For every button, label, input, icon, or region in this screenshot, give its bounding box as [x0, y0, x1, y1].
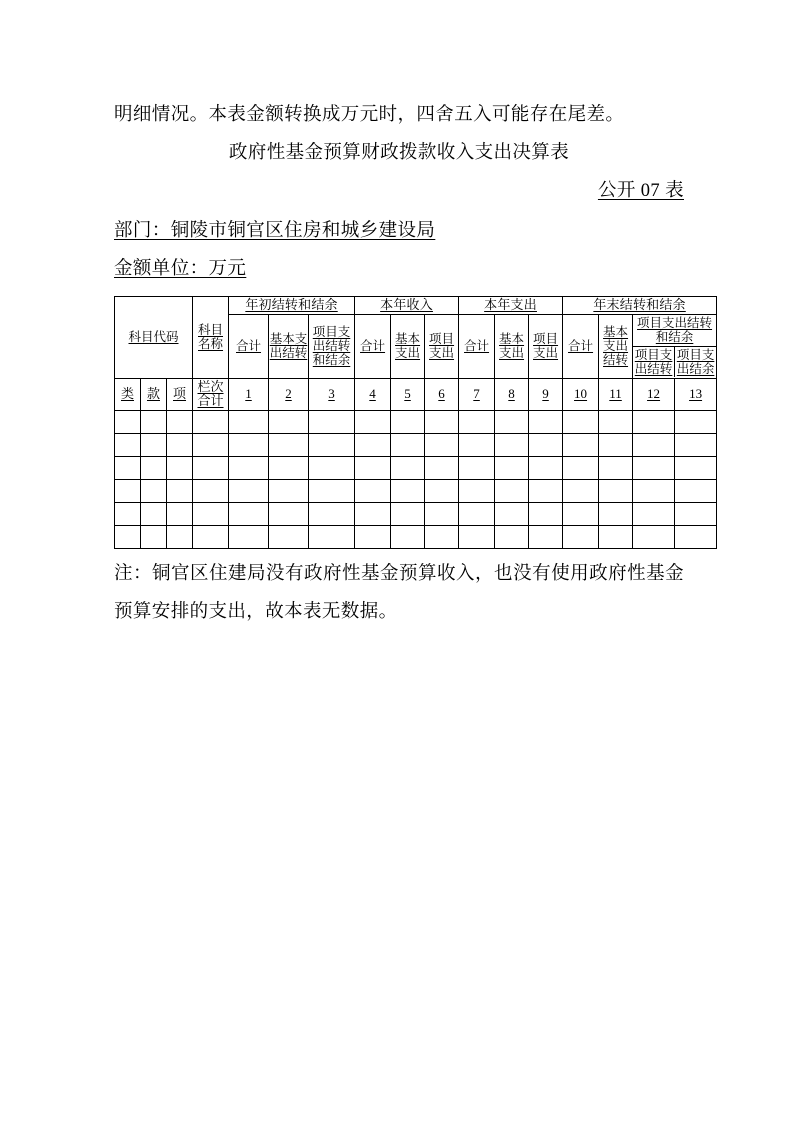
cell	[495, 434, 529, 457]
cell	[599, 434, 633, 457]
column-number-label: 栏次 合计	[193, 378, 229, 411]
cell	[529, 480, 563, 503]
cell	[563, 434, 599, 457]
cell	[141, 526, 167, 549]
cell	[459, 411, 495, 434]
table-row	[115, 434, 717, 457]
cell	[115, 411, 141, 434]
subheader-beginning-basic: 基本支出结转	[269, 314, 309, 378]
subheader-ending-basic: 基本支出结转	[599, 314, 633, 378]
cell	[193, 411, 229, 434]
cell	[633, 503, 675, 526]
form-number-text: 公开 07 表	[597, 181, 684, 201]
cell	[193, 503, 229, 526]
cell	[675, 457, 717, 480]
cell	[425, 503, 459, 526]
amount-unit-line	[114, 250, 684, 288]
department-line	[114, 212, 684, 250]
cell	[167, 526, 193, 549]
cell	[193, 457, 229, 480]
intro-paragraph: 明细情况。本表金额转换成万元时，四舍五入可能存在尾差。	[114, 105, 625, 125]
subheader-income-basic: 基本支出	[391, 314, 425, 378]
cell	[599, 411, 633, 434]
cell	[193, 434, 229, 457]
cell	[391, 503, 425, 526]
cell	[633, 526, 675, 549]
subheader-expenditure-project: 项目支出	[529, 314, 563, 378]
cell	[115, 480, 141, 503]
cell	[391, 434, 425, 457]
code-col-lei: 类	[115, 378, 141, 411]
column-number-5: 5	[391, 378, 425, 411]
cell	[495, 411, 529, 434]
form-number	[114, 172, 684, 210]
column-number-2: 2	[269, 378, 309, 411]
cell	[141, 503, 167, 526]
column-number-9: 9	[529, 378, 563, 411]
cell	[675, 411, 717, 434]
cell	[425, 411, 459, 434]
table-title: 政府性基金预算财政拨款收入支出决算表	[228, 143, 570, 163]
header-name-group: 科目名称	[193, 297, 229, 379]
subheader-expenditure-total: 合计	[459, 314, 495, 378]
cell	[115, 434, 141, 457]
cell	[167, 480, 193, 503]
cell	[529, 503, 563, 526]
column-number-1: 1	[229, 378, 269, 411]
cell	[599, 457, 633, 480]
cell	[355, 526, 391, 549]
cell	[599, 503, 633, 526]
cell	[115, 457, 141, 480]
cell	[309, 503, 355, 526]
column-number-8: 8	[495, 378, 529, 411]
column-number-10: 10	[563, 378, 599, 411]
subheader-ending-project-carryover: 项目支出结转	[633, 346, 675, 377]
cell	[355, 411, 391, 434]
header-code-group: 科目代码	[115, 297, 193, 379]
cell	[425, 457, 459, 480]
code-col-kuan: 款	[141, 378, 167, 411]
column-number-13: 13	[675, 378, 717, 411]
column-number-12: 12	[633, 378, 675, 411]
subheader-ending-total: 合计	[563, 314, 599, 378]
cell	[269, 457, 309, 480]
cell	[269, 480, 309, 503]
cell	[269, 503, 309, 526]
table-column-number-row	[115, 378, 717, 411]
group-beginning-balance: 年初结转和结余	[229, 297, 355, 315]
table-row	[115, 526, 717, 549]
cell	[459, 526, 495, 549]
cell	[495, 526, 529, 549]
cell	[675, 480, 717, 503]
code-col-xiang: 项	[167, 378, 193, 411]
cell	[599, 526, 633, 549]
cell	[495, 503, 529, 526]
cell	[563, 526, 599, 549]
cell	[141, 457, 167, 480]
cell	[309, 457, 355, 480]
group-ending-balance: 年末结转和结余	[563, 297, 717, 315]
amount-unit-text: 金额单位：万元	[114, 259, 247, 279]
cell	[459, 434, 495, 457]
cell	[633, 411, 675, 434]
group-current-expenditure: 本年支出	[459, 297, 563, 315]
cell	[391, 411, 425, 434]
cell	[355, 434, 391, 457]
cell	[425, 526, 459, 549]
table-row	[115, 457, 717, 480]
cell	[391, 480, 425, 503]
subheader-beginning-total: 合计	[229, 314, 269, 378]
cell	[391, 526, 425, 549]
cell	[269, 434, 309, 457]
cell	[309, 434, 355, 457]
cell	[193, 526, 229, 549]
subheader-income-project: 项目支出	[425, 314, 459, 378]
cell	[563, 457, 599, 480]
cell	[269, 411, 309, 434]
cell	[355, 503, 391, 526]
subheader-beginning-project: 项目支出结转和结余	[309, 314, 355, 378]
cell	[229, 457, 269, 480]
table-row	[115, 503, 717, 526]
cell	[563, 503, 599, 526]
cell	[229, 526, 269, 549]
cell	[633, 480, 675, 503]
budget-table	[114, 296, 717, 549]
cell	[675, 526, 717, 549]
table-row	[115, 480, 717, 503]
cell	[495, 457, 529, 480]
subheader-ending-project-group: 项目支出结转和结余 项目支出结转 项目支出结余	[633, 314, 717, 378]
department-text: 部门：铜陵市铜官区住房和城乡建设局	[114, 221, 436, 241]
cell	[495, 480, 529, 503]
cell	[675, 503, 717, 526]
column-number-7: 7	[459, 378, 495, 411]
cell	[167, 503, 193, 526]
cell	[115, 503, 141, 526]
document-content	[114, 96, 715, 631]
cell	[229, 434, 269, 457]
cell	[391, 457, 425, 480]
cell	[309, 526, 355, 549]
cell	[141, 480, 167, 503]
cell	[459, 503, 495, 526]
subheader-income-total: 合计	[355, 314, 391, 378]
table-group-header-row	[115, 297, 717, 315]
cell	[425, 480, 459, 503]
cell	[141, 411, 167, 434]
cell	[355, 457, 391, 480]
cell	[355, 480, 391, 503]
cell	[229, 480, 269, 503]
cell	[425, 434, 459, 457]
cell	[563, 480, 599, 503]
cell	[529, 434, 563, 457]
cell	[167, 457, 193, 480]
cell	[675, 434, 717, 457]
cell	[563, 411, 599, 434]
cell	[633, 457, 675, 480]
column-number-6: 6	[425, 378, 459, 411]
cell	[167, 411, 193, 434]
cell	[115, 526, 141, 549]
group-current-income: 本年收入	[355, 297, 459, 315]
cell	[529, 411, 563, 434]
cell	[309, 480, 355, 503]
cell	[167, 434, 193, 457]
cell	[633, 434, 675, 457]
column-number-3: 3	[309, 378, 355, 411]
subheader-expenditure-basic: 基本支出	[495, 314, 529, 378]
subheader-ending-project-surplus: 项目支出结余	[675, 346, 717, 377]
cell	[229, 411, 269, 434]
cell	[309, 411, 355, 434]
cell	[269, 526, 309, 549]
column-number-11: 11	[599, 378, 633, 411]
cell	[529, 457, 563, 480]
table-row	[115, 411, 717, 434]
cell	[193, 480, 229, 503]
cell	[141, 434, 167, 457]
column-number-4: 4	[355, 378, 391, 411]
cell	[529, 526, 563, 549]
cell	[459, 480, 495, 503]
table-note: 注：铜官区住建局没有政府性基金预算收入，也没有使用政府性基金预算安排的支出，故本表无数据。	[114, 564, 684, 623]
cell	[459, 457, 495, 480]
cell	[229, 503, 269, 526]
cell	[599, 480, 633, 503]
